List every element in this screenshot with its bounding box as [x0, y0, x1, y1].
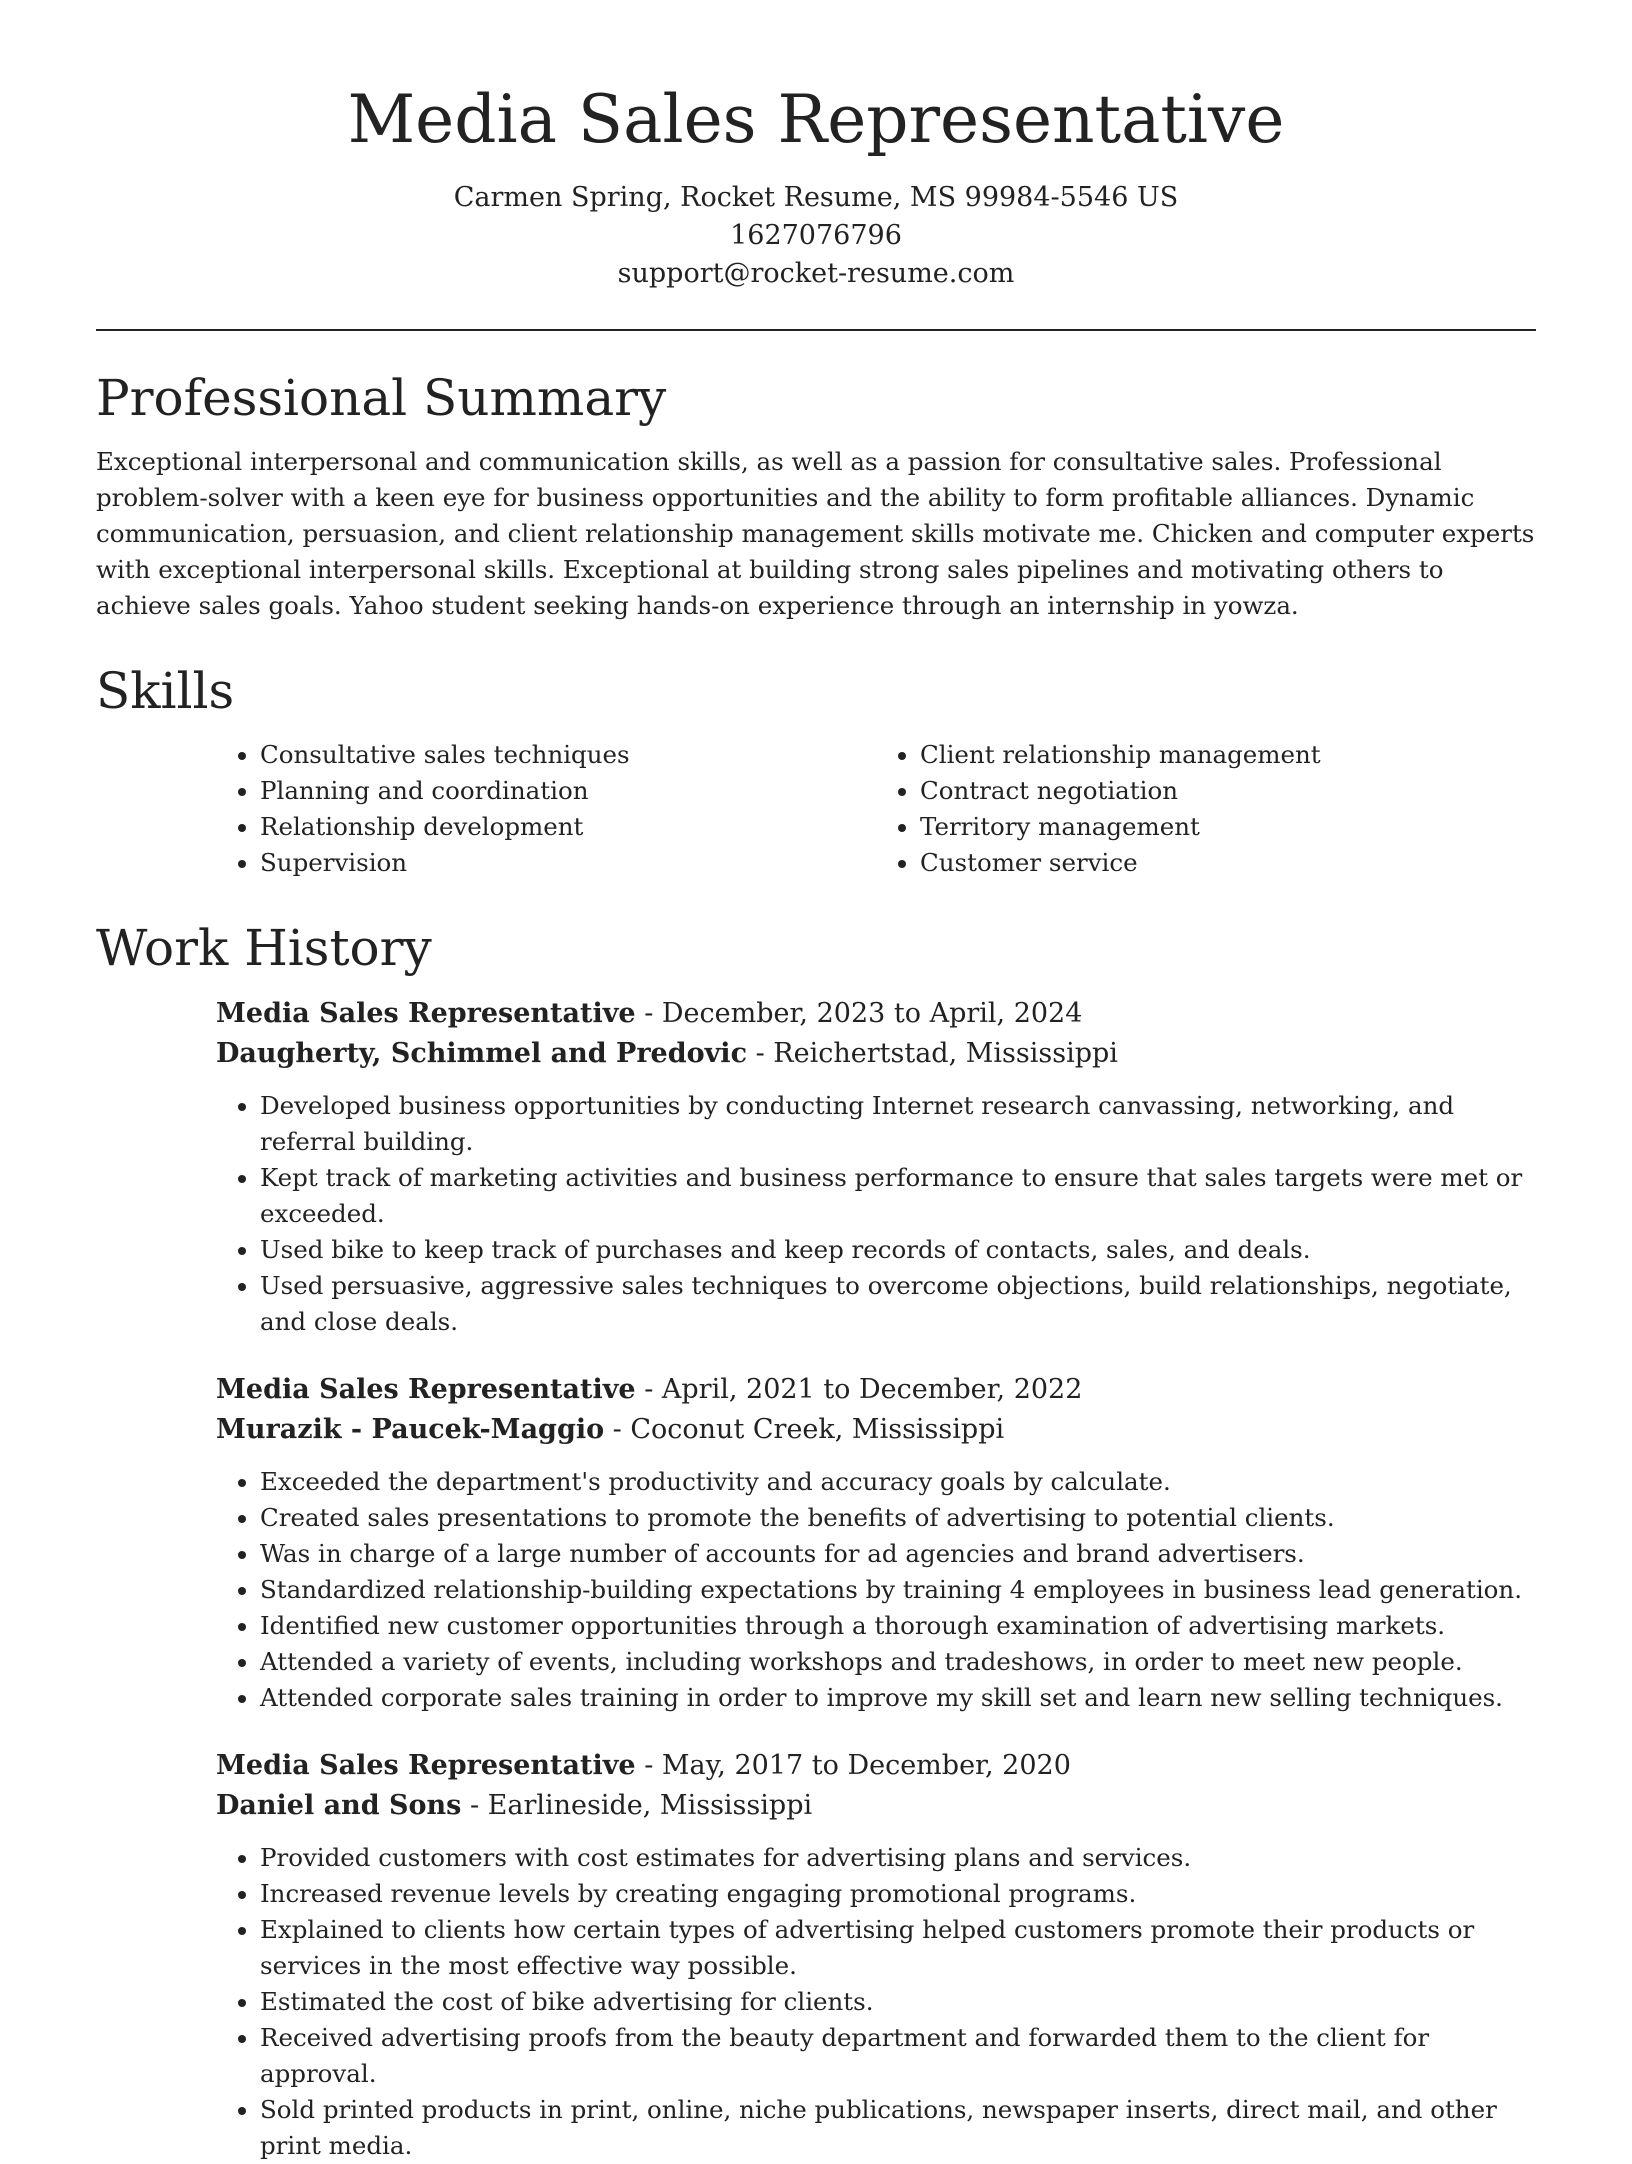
list-item: • Sold printed products in print, online, niche publications, newspaper inserts, direct mail, and other print media. [260, 2092, 1536, 2164]
candidate-title: Media Sales Representative [347, 81, 1285, 158]
job-dates: - December, 2023 to April, 2024 [635, 997, 1083, 1029]
job-company: Murazik - Paucek-Maggio [216, 1413, 605, 1445]
job-company-line [216, 1786, 1536, 1826]
job-dates: - May, 2017 to December, 2020 [635, 1749, 1071, 1781]
skill-item: • Supervision [260, 845, 876, 881]
skill-item: • Client relationship management [920, 737, 1536, 773]
job-entry [216, 1370, 1536, 1716]
skill-item: • Relationship development [260, 809, 876, 845]
job-company: Daniel and Sons [216, 1789, 462, 1821]
list-item: • Kept track of marketing activities and business performance to ensure that sales targets were met or exceeded. [260, 1160, 1536, 1232]
list-item: • Estimated the cost of bike advertising for clients. [260, 1984, 1536, 2020]
job-bullets [216, 1088, 1536, 1340]
job-bullets [216, 1464, 1536, 1716]
skill-item: • Contract negotiation [920, 773, 1536, 809]
contact-phone: 1627076796 [730, 219, 902, 251]
list-item: • Attended corporate sales training in order to improve my skill set and learn new selling techniques. [260, 1680, 1536, 1716]
job-location: - Coconut Creek, Mississippi [604, 1413, 1005, 1445]
list-item: • Identified new customer opportunities through a thorough examination of advertising markets. [260, 1608, 1536, 1644]
list-item: • Developed business opportunities by conducting Internet research canvassing, networking, and referral building. [260, 1088, 1536, 1160]
job-entry [216, 994, 1536, 1340]
list-item: • Used persuasive, aggressive sales techniques to overcome objections, build relationships, negotiate, and close deals. [260, 1268, 1536, 1340]
skills-section [96, 661, 1536, 881]
resume-header [96, 0, 1536, 293]
list-item: • Explained to clients how certain types of advertising helped customers promote their products or services in the most effective way possible. [260, 1912, 1536, 1984]
skill-item: • Planning and coordination [260, 773, 876, 809]
job-title-line [216, 1370, 1536, 1410]
job-location: - Reichertstad, Mississippi [747, 1037, 1118, 1069]
summary-section [96, 368, 1536, 624]
job-dates: - April, 2021 to December, 2022 [635, 1373, 1083, 1405]
header-divider [96, 329, 1536, 331]
list-item: • Created sales presentations to promote the benefits of advertising to potential clients. [260, 1500, 1536, 1536]
contact-email: support@rocket-resume.com [617, 257, 1015, 289]
skills-columns [216, 737, 1536, 881]
contact-address: Carmen Spring, Rocket Resume, MS 99984-5546 US [453, 181, 1179, 213]
job-title-line [216, 994, 1536, 1034]
skill-item: • Customer service [920, 845, 1536, 881]
skills-heading: Skills [96, 661, 235, 720]
work-history-heading: Work History [96, 918, 432, 977]
list-item: • Attended a variety of events, including workshops and tradeshows, in order to meet new people. [260, 1644, 1536, 1680]
list-item: • Provided customers with cost estimates for advertising plans and services. [260, 1840, 1536, 1876]
job-title-line [216, 1746, 1536, 1786]
skill-item: • Consultative sales techniques [260, 737, 876, 773]
job-role: Media Sales Representative [216, 1749, 636, 1781]
job-company: Daugherty, Schimmel and Predovic [216, 1037, 748, 1069]
job-role: Media Sales Representative [216, 997, 636, 1029]
list-item: • Received advertising proofs from the beauty department and forwarded them to the client for approval. [260, 2020, 1536, 2092]
job-company-line [216, 1410, 1536, 1450]
summary-text: Exceptional interpersonal and communication skills, as well as a passion for consultative sales. Professional problem-solver with a keen eye for business opportunities and the ability to form profitable alliances. Dynamic communication, persuasion, and client relationship management skills motivate me. Chicken and computer experts with exceptional interpersonal skills. Exceptional at building strong sales pipelines and motivating others to achieve sales goals. Yahoo student seeking hands-on experience through an internship in yowza. [96, 446, 1535, 620]
job-company-line [216, 1034, 1536, 1074]
skill-item: • Territory management [920, 809, 1536, 845]
list-item: • Used bike to keep track of purchases and keep records of contacts, sales, and deals. [260, 1232, 1536, 1268]
skills-list-left [216, 737, 876, 881]
list-item: • Standardized relationship-building expectations by training 4 employees in business lead generation. [260, 1572, 1536, 1608]
list-item: • Was in charge of a large number of accounts for ad agencies and brand advertisers. [260, 1536, 1536, 1572]
job-location: - Earlineside, Mississippi [461, 1789, 813, 1821]
summary-heading: Professional Summary [96, 368, 667, 427]
job-bullets [216, 1840, 1536, 2164]
job-entry [216, 1746, 1536, 2164]
list-item: • Exceeded the department's productivity and accuracy goals by calculate. [260, 1464, 1536, 1500]
skills-list-right [876, 737, 1536, 881]
list-item: • Increased revenue levels by creating engaging promotional programs. [260, 1876, 1536, 1912]
job-role: Media Sales Representative [216, 1373, 636, 1405]
work-history-section [96, 918, 1536, 2164]
